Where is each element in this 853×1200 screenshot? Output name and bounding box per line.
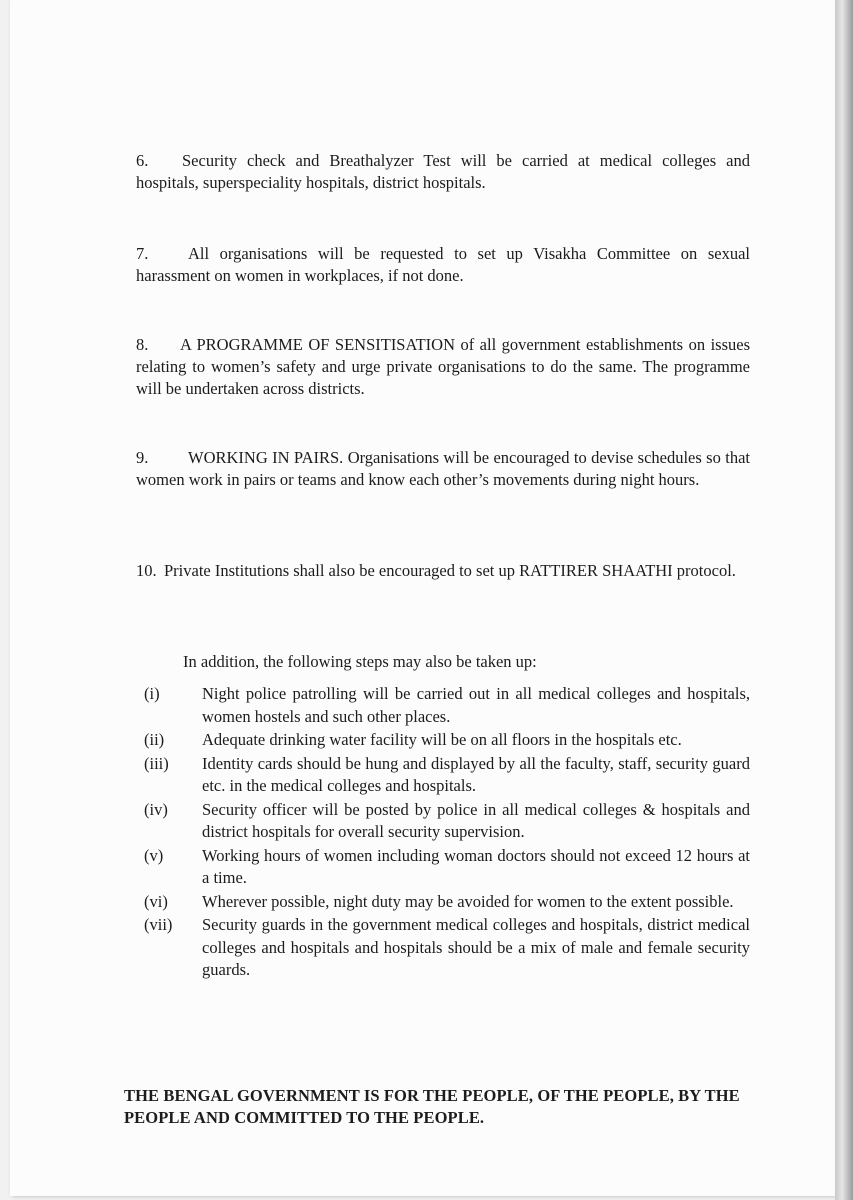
paragraph-text: Security check and Breathalyzer Test will be carried at medical colleges and hospitals, superspeciality hospitals, district hospitals. xyxy=(136,151,750,192)
paragraph-number: 9. xyxy=(136,448,149,467)
paragraph-text: A PROGRAMME OF SENSITISATION of all government establishments on issues relating to women’s safety and urge private organisations to do the same. The programme will be undertaken across districts. xyxy=(136,335,750,398)
paragraph-number: 10. xyxy=(136,561,157,580)
list-item-text: Night police patrolling will be carried out in all medical colleges and hospitals, women hostels and such other places. xyxy=(202,684,750,726)
list-item xyxy=(144,845,750,890)
list-item xyxy=(144,891,750,914)
list-item xyxy=(144,753,750,798)
paragraph-number: 7. xyxy=(136,244,149,263)
paragraph-number: 6. xyxy=(136,151,149,170)
additional-steps-intro: In addition, the following steps may also be taken up: xyxy=(183,652,537,671)
paragraph-9 xyxy=(136,447,750,491)
list-item xyxy=(144,799,750,844)
paragraph-number: 8. xyxy=(136,335,149,354)
paragraph-7 xyxy=(136,243,750,287)
list-item-number: (ii) xyxy=(144,730,165,749)
list-item-number: (vi) xyxy=(144,891,168,911)
list-item-number: (v) xyxy=(144,845,164,865)
list-item-text: Security officer will be posted by police in all medical colleges & hospitals and district hospitals for overall security supervision. xyxy=(202,799,750,841)
list-item-number: (i) xyxy=(144,684,160,703)
paragraph-8 xyxy=(136,334,750,400)
page-edge-shadow xyxy=(835,0,853,1200)
additional-steps-list xyxy=(144,683,750,983)
paragraph-10 xyxy=(136,560,750,582)
paragraph-text: Private Institutions shall also be encouraged to set up RATTIRER SHAATHI protocol. xyxy=(164,561,736,580)
paragraph-text: WORKING IN PAIRS. Organisations will be encouraged to devise schedules so that women work in pairs or teams and know each other’s movements during night hours. xyxy=(136,448,750,489)
paragraph-6 xyxy=(136,150,750,194)
list-item-number: (vii) xyxy=(144,915,173,934)
list-item-number: (iv) xyxy=(144,799,168,819)
document-page xyxy=(10,0,835,1196)
list-item-text: Adequate drinking water facility will be on all floors in the hospitals etc. xyxy=(202,730,682,749)
list-item xyxy=(144,683,750,728)
list-item xyxy=(144,914,750,982)
closing-statement: THE BENGAL GOVERNMENT IS FOR THE PEOPLE, OF THE PEOPLE, BY THE PEOPLE AND COMMITTED TO THE PEOPLE. xyxy=(124,1086,740,1127)
list-item-text: Wherever possible, night duty may be avoided for women to the extent possible. xyxy=(202,891,734,911)
paragraph-text: All organisations will be requested to set up Visakha Committee on sexual harassment on women in workplaces, if not done. xyxy=(136,244,750,285)
list-item-number: (iii) xyxy=(144,753,169,773)
list-item-text: Security guards in the government medical colleges and hospitals, district medical colleges and hospitals and hospitals should be a mix of male and female security guards. xyxy=(202,915,750,979)
list-item-text: Working hours of women including woman doctors should not exceed 12 hours at a time. xyxy=(202,845,750,887)
list-item xyxy=(144,729,750,752)
list-item-text: Identity cards should be hung and displayed by all the faculty, staff, security guard etc. in the medical colleges and hospitals. xyxy=(202,753,750,795)
